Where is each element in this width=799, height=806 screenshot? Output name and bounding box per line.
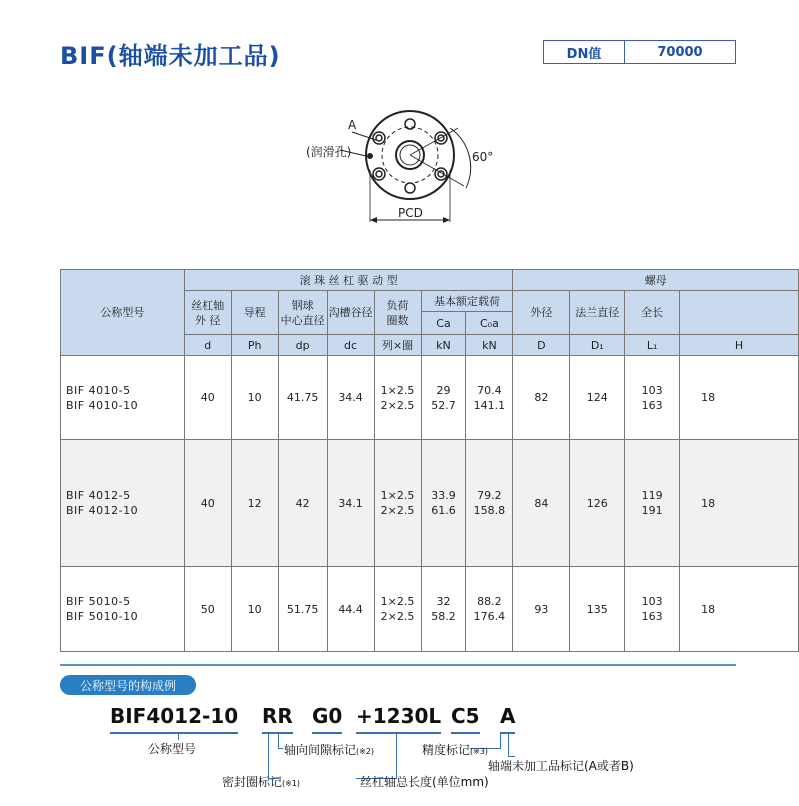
header-shaft-od: 丝杠轴 外 径 bbox=[184, 291, 231, 335]
header-c0a: C₀a bbox=[466, 312, 513, 335]
code-clearance: G0 bbox=[312, 704, 342, 728]
cell-c0a: 70.4 141.1 bbox=[466, 356, 513, 440]
cell-D1: 126 bbox=[570, 440, 625, 567]
connector-model bbox=[178, 732, 179, 740]
section-divider bbox=[60, 664, 736, 666]
unit-d: d bbox=[184, 335, 231, 356]
unit-L1: L₁ bbox=[625, 335, 680, 356]
unit-circuits: 列×圈 bbox=[374, 335, 421, 356]
cell-dp: 41.75 bbox=[278, 356, 327, 440]
note-end: 轴端未加工品标记(A或者B) bbox=[488, 759, 634, 773]
unit-ph: Ph bbox=[231, 335, 278, 356]
cell-c0a: 88.2 176.4 bbox=[466, 567, 513, 652]
cell-ph: 12 bbox=[231, 440, 278, 567]
cell-D: 93 bbox=[513, 567, 570, 652]
cell-L1: 103 163 bbox=[625, 356, 680, 440]
header-lead: 导程 bbox=[231, 291, 278, 335]
connector-clearance bbox=[278, 732, 283, 749]
unit-D1: D₁ bbox=[570, 335, 625, 356]
cell-circuits: 1×2.5 2×2.5 bbox=[374, 567, 421, 652]
cell-model: BIF 4012-5 BIF 4012-10 bbox=[61, 440, 185, 567]
cell-ca: 33.9 61.6 bbox=[421, 440, 466, 567]
code-model: BIF4012-10 bbox=[110, 704, 238, 728]
label-oil-hole: (润滑孔) bbox=[306, 145, 352, 159]
table-row bbox=[61, 440, 799, 567]
cell-H: 18 bbox=[680, 440, 799, 567]
dn-value-box bbox=[543, 40, 736, 64]
flange-drawing bbox=[300, 110, 520, 230]
cell-circuits: 1×2.5 2×2.5 bbox=[374, 356, 421, 440]
header-nut-group: 螺母 bbox=[513, 270, 799, 291]
note-clearance: 轴向间隙标记(※2) bbox=[284, 743, 375, 757]
table-row bbox=[61, 356, 799, 440]
cell-H: 18 bbox=[680, 356, 799, 440]
unit-c0a: kN bbox=[466, 335, 513, 356]
header-rated-load: 基本额定载荷 bbox=[421, 291, 513, 312]
unit-dp: dp bbox=[278, 335, 327, 356]
header-nut-od: 外径 bbox=[513, 291, 570, 335]
note-length: 丝杠轴总长度(单位mm) bbox=[360, 775, 489, 789]
cell-ph: 10 bbox=[231, 356, 278, 440]
dn-label: DN值 bbox=[544, 41, 625, 63]
header-root-dia: 沟槽谷径 bbox=[327, 291, 374, 335]
label-pcd: PCD bbox=[398, 206, 423, 220]
header-h-blank bbox=[680, 291, 799, 335]
cell-d: 40 bbox=[184, 356, 231, 440]
cell-c0a: 79.2 158.8 bbox=[466, 440, 513, 567]
cell-dc: 44.4 bbox=[327, 567, 374, 652]
header-flange-dia: 法兰直径 bbox=[570, 291, 625, 335]
header-model: 公称型号 bbox=[61, 270, 185, 356]
dn-value: 70000 bbox=[657, 44, 703, 60]
cell-dp: 51.75 bbox=[278, 567, 327, 652]
page-title: BIF(轴端未加工品) bbox=[60, 42, 281, 70]
unit-dc: dc bbox=[327, 335, 374, 356]
cell-dc: 34.1 bbox=[327, 440, 374, 567]
cell-L1: 119 191 bbox=[625, 440, 680, 567]
code-end: A bbox=[500, 704, 515, 728]
table-row bbox=[61, 567, 799, 652]
code-seal: RR bbox=[262, 704, 293, 728]
header-ca: Ca bbox=[421, 312, 466, 335]
cell-dp: 42 bbox=[278, 440, 327, 567]
cell-D: 84 bbox=[513, 440, 570, 567]
cell-H: 18 bbox=[680, 567, 799, 652]
cell-ca: 32 58.2 bbox=[421, 567, 466, 652]
cell-D1: 135 bbox=[570, 567, 625, 652]
cell-D1: 124 bbox=[570, 356, 625, 440]
cell-model: BIF 5010-5 BIF 5010-10 bbox=[61, 567, 185, 652]
unit-D: D bbox=[513, 335, 570, 356]
header-circuits: 负荷 圈数 bbox=[374, 291, 421, 335]
note-model: 公称型号 bbox=[148, 742, 197, 756]
cell-L1: 103 163 bbox=[625, 567, 680, 652]
header-screw-group: 滚 珠 丝 杠 驱 动 型 bbox=[184, 270, 513, 291]
example-heading: 公称型号的构成例 bbox=[60, 675, 196, 695]
cell-d: 50 bbox=[184, 567, 231, 652]
connector-end bbox=[508, 732, 515, 757]
cell-circuits: 1×2.5 2×2.5 bbox=[374, 440, 421, 567]
cell-d: 40 bbox=[184, 440, 231, 567]
label-a: A bbox=[348, 118, 357, 132]
cell-ca: 29 52.7 bbox=[421, 356, 466, 440]
code-accuracy: C5 bbox=[451, 704, 480, 728]
cell-model: BIF 4010-5 BIF 4010-10 bbox=[61, 356, 185, 440]
note-accuracy: 精度标记(※3) bbox=[422, 743, 489, 757]
unit-ca: kN bbox=[421, 335, 466, 356]
cell-ph: 10 bbox=[231, 567, 278, 652]
header-ball-center: 钢球 中心直径 bbox=[278, 291, 327, 335]
spec-table bbox=[60, 269, 799, 652]
unit-H: H bbox=[680, 335, 799, 356]
label-angle: 60° bbox=[472, 150, 494, 164]
code-length: +1230L bbox=[356, 704, 441, 728]
cell-D: 82 bbox=[513, 356, 570, 440]
cell-dc: 34.4 bbox=[327, 356, 374, 440]
header-length: 全长 bbox=[625, 291, 680, 335]
note-seal: 密封圈标记(※1) bbox=[222, 775, 301, 789]
